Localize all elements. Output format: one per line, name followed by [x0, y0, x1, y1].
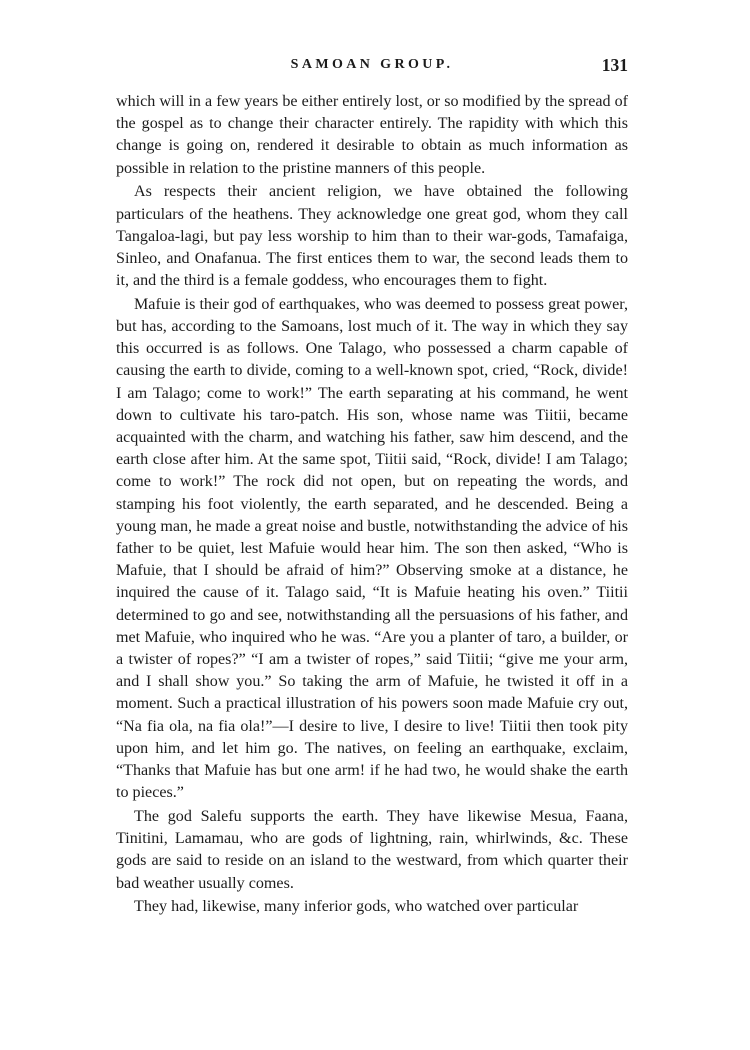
paragraph-continuation: which will in a few years be either entirely lost, or so modified by the spread of the gospel as to change their character entirely. The rapidity with which this change is going on, rendered it desirable to obtain as much information as possible in relation to the pristine manners of this people. [116, 93, 628, 177]
paragraph-salefu: The god Salefu supports the earth. They have likewise Mesua, Faana, Tinitini, Lamamau, who are gods of lightning, rain, whirlwinds, &c. These gods are said to reside on an island to the westward, from which quarter their bad weather usually comes. [116, 808, 628, 892]
body-text [116, 91, 628, 920]
running-title: SAMOAN GROUP. [290, 57, 454, 72]
paragraph-mafuie: Mafuie is their god of earthquakes, who was deemed to possess great power, but has, according to the Samoans, lost much of it. The way in which they say this occurred is as follows. One Talago, who possessed a charm capable of causing the earth to divide, coming to a well-known spot, cried, “Rock, divide! I am Talago; come to work!” The earth separating at his command, he went down to cultivate his taro-patch. His son, whose name was Tiitii, became acquainted with the charm, and watching his father, saw him descend, and the earth close after him. At the same spot, Tiitii said, “Rock, divide! I am Talago; come to work!” The rock did not open, but on repeating the words, and stamping his foot violently, the earth separated, and he descended. Being a young man, he made a great noise and bustle, notwithstanding the advice of his father to be quiet, lest Mafuie would hear him. The son then asked, “Who is Mafuie, that I should be afraid of him?” Observing smoke at a distance, he inquired the cause of it. Talago said, “It is Mafuie heating his oven.” Tiitii determined to go and see, notwithstanding all the persuasions of his father, and met Mafuie, who inquired who he was. “Are you a planter of taro, a builder, or a twister of ropes?” “I am a twister of ropes,” said Tiitii; “give me your arm, and I shall show you.” So taking the arm of Mafuie, he twisted it off in a moment. Such a practical illustration of his powers soon made Mafuie cry out, “Na fia ola, na fia ola!”—I desire to live, I desire to live! Tiitii then took pity upon him, and let him go. The natives, on feeling an earthquake, exclaim, “Thanks that Mafuie has but one arm! if he had two, he would shake the earth to pieces.” [116, 295, 628, 802]
paragraph-ancient-religion: As respects their ancient religion, we have obtained the following particulars of the heathens. They acknowledge one great god, whom they call Tangaloa-lagi, but pay less worship to him than to their war-gods, Tamafaiga, Sinleo, and Onafanua. The first entices them to war, the second leads them to it, and the third is a female goddess, who encourages them to fight. [116, 183, 628, 290]
page-number: 131 [601, 55, 628, 75]
running-head [116, 55, 628, 81]
paragraph-inferior-gods: They had, likewise, many inferior gods, who watched over particular [134, 898, 579, 916]
